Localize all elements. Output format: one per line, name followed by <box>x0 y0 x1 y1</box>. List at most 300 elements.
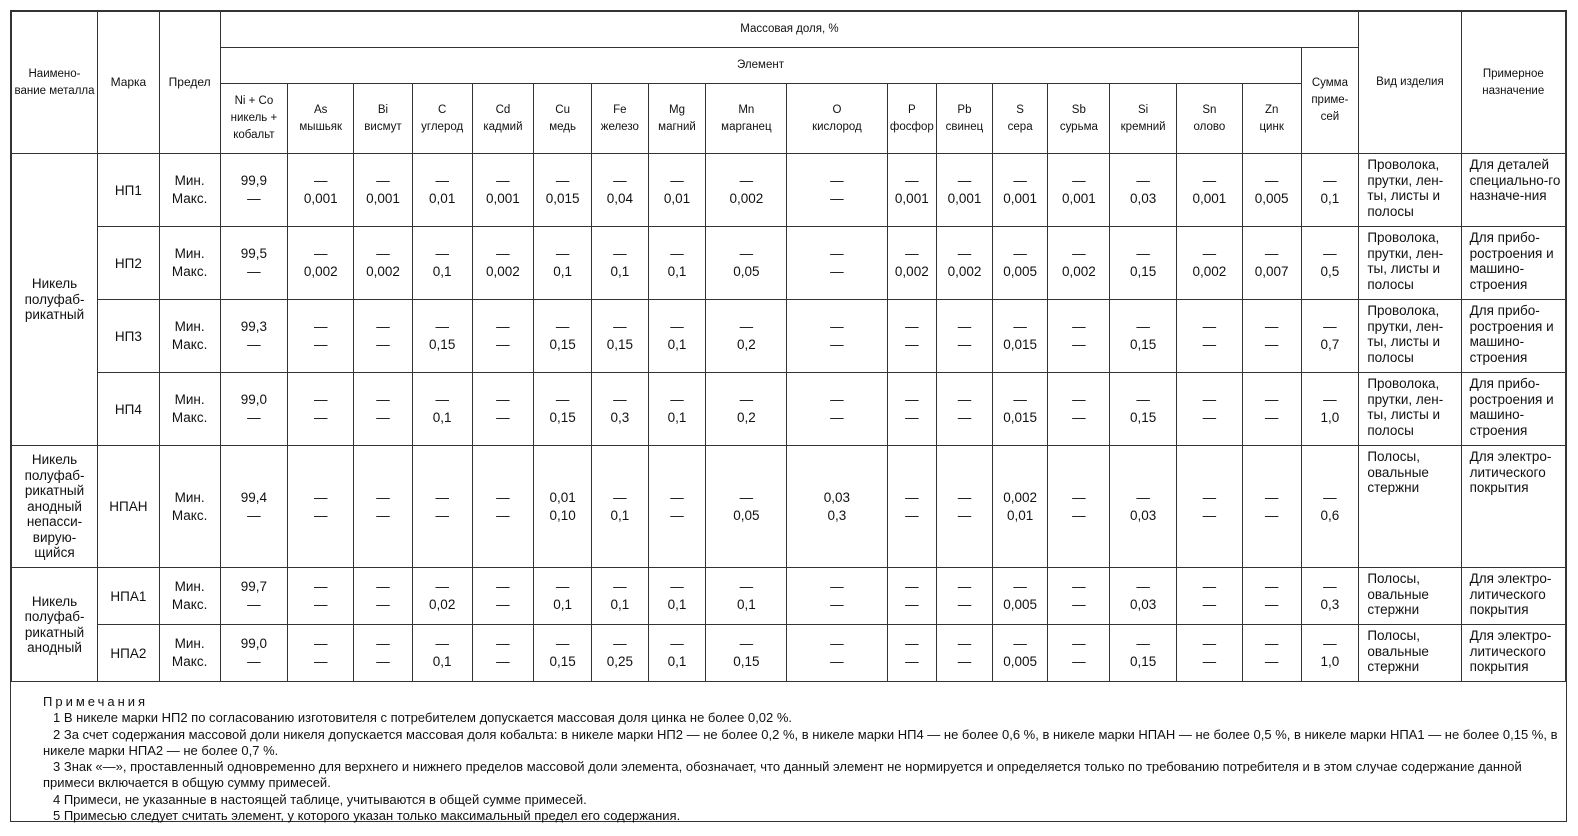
min-value: — <box>1202 579 1217 594</box>
max-value: — <box>1202 654 1217 669</box>
max-value: — <box>1202 410 1217 425</box>
max-value: — <box>496 597 510 612</box>
note-item: 3 Знак «—», проставленный одновременно для верхнего и нижнего пределов массовой доли элемента, обозначает, что данный элемент не нормируется и определяется только по требованию потребителя и в этом случае содержание данной примеси включается в общую сумму примесей. <box>43 759 1522 791</box>
element-value-cell <box>534 154 592 227</box>
max-value: — <box>376 507 390 523</box>
element-value-cell <box>534 625 592 682</box>
min-value: 99,5 <box>240 246 268 261</box>
max-value: 0,001 <box>486 191 520 206</box>
note-item: 2 За счет содержания массовой доли никеля допускается массовая доля кобальта: в никеле марки НП2 — не более 0,2 %, в никеле марки НП4 — не более 0,6 %, в никеле марки НПАН — не более 0,5 %, в никеле марки НПА1 — не более 0,15 %, в никеле марки НПА2 — не более 0,7 %. <box>43 726 1558 758</box>
element-value-cell <box>937 154 993 227</box>
max-value: — <box>830 597 844 612</box>
min-value: — <box>613 636 627 651</box>
max-value: 0,15 <box>549 337 576 352</box>
max-value: 0,15 <box>1129 337 1157 352</box>
max-value: 0,15 <box>549 654 576 669</box>
max-value: — <box>496 654 510 669</box>
element-value-cell <box>472 446 534 568</box>
min-value: — <box>613 392 627 407</box>
element-name: сурьма <box>1059 120 1098 133</box>
limit-min-label: Мин. <box>174 392 205 407</box>
min-value: 99,0 <box>240 392 268 407</box>
max-value: 0,3 <box>1320 597 1340 612</box>
max-value: — <box>313 337 328 352</box>
max-value: — <box>905 654 919 669</box>
note-item: 4 Примеси, не указанные в настоящей таблице, учитываются в общей сумме примесей. <box>53 791 587 807</box>
element-value-cell <box>648 373 706 446</box>
max-value: 0,015 <box>1003 337 1038 352</box>
header-grade: Марка <box>98 12 160 154</box>
min-value: — <box>613 319 627 334</box>
min-value: — <box>1072 319 1086 334</box>
element-value-cell <box>887 373 937 446</box>
element-value-cell <box>472 625 534 682</box>
purpose-cell: Для электро-литического покрытия <box>1461 625 1565 682</box>
min-value: — <box>555 579 570 594</box>
element-name: медь <box>549 120 577 133</box>
element-value-cell <box>288 300 354 373</box>
element-value-cell <box>992 373 1048 446</box>
max-value: — <box>1202 597 1217 612</box>
max-value: 0,03 <box>1129 507 1157 523</box>
element-name: никель + кобальт <box>230 112 278 141</box>
grade-cell: НПАН <box>98 446 160 568</box>
min-value: — <box>1072 246 1086 261</box>
min-value: — <box>435 489 449 505</box>
element-symbol: Ni + Co <box>234 95 274 107</box>
element-value-cell <box>354 568 413 625</box>
max-value: — <box>1264 410 1279 425</box>
max-value: 0,005 <box>1003 597 1038 612</box>
min-value: — <box>435 319 449 334</box>
max-value: — <box>1264 654 1279 669</box>
min-value: — <box>1013 173 1027 188</box>
min-value: 99,4 <box>240 489 268 505</box>
min-value: 99,9 <box>240 173 268 188</box>
max-value: — <box>313 507 328 523</box>
element-header <box>1048 84 1110 154</box>
min-value: — <box>739 246 754 261</box>
element-value-cell <box>648 154 706 227</box>
element-symbol: Cu <box>555 103 570 116</box>
header-element: Элемент <box>220 48 1301 84</box>
element-value-cell <box>787 227 887 300</box>
element-value-cell <box>591 446 648 568</box>
min-value: — <box>1136 173 1150 188</box>
max-value: 0,001 <box>894 191 929 206</box>
element-value-cell <box>220 227 288 300</box>
element-header <box>534 84 592 154</box>
max-value: 0,1 <box>667 654 687 669</box>
min-value: 0,01 <box>549 489 576 505</box>
min-value: — <box>1072 579 1086 594</box>
max-value: — <box>247 410 261 425</box>
impurity-sum-cell <box>1301 227 1359 300</box>
element-value-cell <box>992 300 1048 373</box>
grade-cell: НПА2 <box>98 625 160 682</box>
min-value: — <box>670 392 684 407</box>
element-value-cell <box>992 625 1048 682</box>
min-value: — <box>1202 246 1217 261</box>
max-value: 0,3 <box>610 410 630 425</box>
min-value: — <box>1072 173 1086 188</box>
impurity-sum-cell <box>1301 300 1359 373</box>
max-value: — <box>905 597 919 612</box>
element-value-cell <box>472 568 534 625</box>
element-name: свинец <box>945 120 984 133</box>
max-value: 0,005 <box>1003 654 1038 669</box>
max-value: — <box>496 337 510 352</box>
max-value: 0,7 <box>1320 337 1340 352</box>
min-value: — <box>905 319 919 334</box>
limit-min-label: Мин. <box>174 319 205 334</box>
element-value-cell <box>648 568 706 625</box>
element-header <box>591 84 648 154</box>
max-value: — <box>435 507 449 523</box>
table-row <box>12 227 1566 300</box>
element-value-cell <box>887 300 937 373</box>
element-header <box>288 84 354 154</box>
max-value: — <box>247 191 261 206</box>
element-value-cell <box>937 373 993 446</box>
element-symbol: Bi <box>377 103 389 116</box>
grade-cell: НП4 <box>98 373 160 446</box>
max-value: — <box>957 410 972 425</box>
element-value-cell <box>412 373 472 446</box>
min-value: — <box>376 489 390 505</box>
max-value: 0,1 <box>432 410 452 425</box>
min-value: — <box>1264 636 1279 651</box>
element-value-cell <box>534 373 592 446</box>
element-value-cell <box>992 568 1048 625</box>
min-value: — <box>1202 392 1217 407</box>
element-value-cell <box>412 625 472 682</box>
max-value: 0,15 <box>606 337 633 352</box>
min-value: — <box>1202 489 1217 505</box>
table-row <box>12 568 1566 625</box>
min-value: — <box>1323 246 1337 261</box>
metal-name: Никель полуфаб-рикатный анодный <box>12 568 98 682</box>
max-value: — <box>1072 337 1086 352</box>
element-value-cell <box>1110 154 1177 227</box>
min-value: — <box>313 173 328 188</box>
product-type-cell: Проволока, прутки, лен-ты, листы и полосы <box>1359 154 1461 227</box>
max-value: — <box>247 264 261 279</box>
product-type-cell: Проволока, прутки, лен-ты, листы и полосы <box>1359 373 1461 446</box>
min-value: — <box>376 319 390 334</box>
element-value-cell <box>706 625 787 682</box>
min-value: — <box>1013 246 1027 261</box>
element-symbol: S <box>1016 103 1024 116</box>
min-value: — <box>376 579 390 594</box>
element-value-cell <box>412 300 472 373</box>
element-name: висмут <box>364 120 402 133</box>
element-value-cell <box>220 154 288 227</box>
element-header <box>1110 84 1177 154</box>
element-value-cell <box>1110 625 1177 682</box>
element-value-cell <box>1048 568 1110 625</box>
element-value-cell <box>992 154 1048 227</box>
element-value-cell <box>288 373 354 446</box>
element-value-cell <box>534 300 592 373</box>
element-value-cell <box>992 446 1048 568</box>
element-value-cell <box>787 300 887 373</box>
element-value-cell <box>220 300 288 373</box>
max-value: 0,1 <box>610 264 630 279</box>
max-value: 0,01 <box>1006 507 1034 523</box>
element-header <box>1177 84 1243 154</box>
min-value: 99,3 <box>240 319 268 334</box>
element-name: магний <box>658 120 696 133</box>
table-row <box>12 625 1566 682</box>
max-value: 1,0 <box>1320 654 1340 669</box>
element-value-cell <box>1242 446 1301 568</box>
max-value: 0,1 <box>610 507 630 523</box>
min-value: — <box>830 392 844 407</box>
max-value: 0,002 <box>303 264 338 279</box>
max-value: — <box>1072 507 1086 523</box>
limit-cell <box>159 154 220 227</box>
element-value-cell <box>220 568 288 625</box>
min-value: — <box>1264 579 1279 594</box>
element-value-cell <box>1242 154 1301 227</box>
min-value: — <box>905 579 919 594</box>
element-name: железо <box>600 120 639 133</box>
element-name: кислород <box>812 120 862 133</box>
max-value: — <box>957 507 972 523</box>
max-value: — <box>957 654 972 669</box>
element-value-cell <box>220 446 288 568</box>
min-value: — <box>613 246 627 261</box>
min-value: — <box>613 173 627 188</box>
min-value: — <box>1072 489 1086 505</box>
max-value: 0,015 <box>1003 410 1038 425</box>
element-name: кремний <box>1120 120 1166 133</box>
min-value: — <box>496 636 510 651</box>
element-value-cell <box>1242 300 1301 373</box>
element-value-cell <box>591 625 648 682</box>
element-name: цинк <box>1259 120 1284 133</box>
limit-min-label: Мин. <box>174 246 205 261</box>
max-value: — <box>905 337 919 352</box>
element-symbol: Pb <box>957 103 972 116</box>
product-type-cell: Проволока, прутки, лен-ты, листы и полосы <box>1359 227 1461 300</box>
max-value: 0,15 <box>1129 410 1157 425</box>
limit-cell <box>159 568 220 625</box>
max-value: — <box>1264 597 1279 612</box>
max-value: 0,05 <box>733 507 760 523</box>
element-value-cell <box>1242 227 1301 300</box>
element-header <box>648 84 706 154</box>
max-value: 0,05 <box>733 264 760 279</box>
max-value: — <box>376 597 390 612</box>
element-value-cell <box>220 373 288 446</box>
min-value: — <box>1323 392 1337 407</box>
purpose-cell: Для деталей специально-го назначе-ния <box>1461 154 1565 227</box>
element-value-cell <box>1048 227 1110 300</box>
notes-title: Примечания <box>43 694 149 709</box>
max-value: 0,001 <box>1192 191 1227 206</box>
element-value-cell <box>1048 625 1110 682</box>
max-value: 0,15 <box>1129 264 1157 279</box>
impurity-sum-cell <box>1301 373 1359 446</box>
element-value-cell <box>1110 300 1177 373</box>
max-value: — <box>313 597 328 612</box>
limit-cell <box>159 300 220 373</box>
min-value: — <box>739 392 754 407</box>
element-value-cell <box>787 154 887 227</box>
min-value: — <box>905 246 919 261</box>
limit-max-label: Макс. <box>171 654 208 669</box>
standard-table-frame <box>10 10 1567 822</box>
header-limit: Предел <box>159 12 220 154</box>
max-value: — <box>496 410 510 425</box>
element-symbol: Zn <box>1264 103 1279 116</box>
max-value: 0,01 <box>663 191 691 206</box>
max-value: — <box>496 507 510 523</box>
min-value: — <box>1323 579 1337 594</box>
product-type-cell: Полосы, овальные стержни <box>1359 568 1461 625</box>
min-value: — <box>1013 636 1027 651</box>
grade-cell: НПА1 <box>98 568 160 625</box>
element-name: марганец <box>721 120 772 133</box>
max-value: 0,15 <box>429 337 456 352</box>
max-value: — <box>830 337 844 352</box>
min-value: — <box>613 489 627 505</box>
element-value-cell <box>1177 227 1243 300</box>
min-value: — <box>496 489 510 505</box>
max-value: — <box>957 597 972 612</box>
element-value-cell <box>220 625 288 682</box>
max-value: 0,1 <box>1320 191 1340 206</box>
element-value-cell <box>1048 154 1110 227</box>
element-value-cell <box>1177 300 1243 373</box>
max-value: 0,001 <box>303 191 338 206</box>
element-value-cell <box>1110 568 1177 625</box>
min-value: — <box>313 392 328 407</box>
element-value-cell <box>937 300 993 373</box>
min-value: — <box>496 246 510 261</box>
limit-cell <box>159 625 220 682</box>
element-value-cell <box>887 154 937 227</box>
max-value: — <box>1202 337 1217 352</box>
element-value-cell <box>288 625 354 682</box>
limit-min-label: Мин. <box>174 173 205 188</box>
element-header <box>1242 84 1301 154</box>
element-value-cell <box>354 446 413 568</box>
element-value-cell <box>787 625 887 682</box>
purpose-cell: Для прибо-ростроения и машино-строения <box>1461 227 1565 300</box>
min-value: 99,0 <box>240 636 268 651</box>
header-impurity-sum: Сумма приме-сей <box>1301 48 1359 154</box>
element-symbol: Mg <box>669 103 685 116</box>
element-value-cell <box>354 625 413 682</box>
min-value: — <box>739 579 754 594</box>
min-value: — <box>1202 173 1217 188</box>
max-value: — <box>1072 597 1086 612</box>
element-name: фосфор <box>889 120 934 133</box>
max-value: — <box>313 654 328 669</box>
max-value: 0,1 <box>432 654 452 669</box>
element-value-cell <box>787 446 887 568</box>
max-value: — <box>247 597 261 612</box>
element-name: углерод <box>421 120 464 133</box>
max-value: 0,001 <box>947 191 982 206</box>
element-value-cell <box>1110 373 1177 446</box>
max-value: — <box>247 654 261 669</box>
notes-section <box>11 686 1566 824</box>
max-value: 0,001 <box>1061 191 1096 206</box>
limit-cell <box>159 227 220 300</box>
min-value: — <box>496 579 510 594</box>
element-header <box>412 84 472 154</box>
element-value-cell <box>706 300 787 373</box>
max-value: — <box>830 191 844 206</box>
element-value-cell <box>472 227 534 300</box>
min-value: — <box>1013 579 1027 594</box>
min-value: — <box>830 246 844 261</box>
header-mass-fraction: Массовая доля, % <box>220 12 1359 48</box>
min-value: 0,03 <box>823 489 851 505</box>
element-value-cell <box>887 446 937 568</box>
element-value-cell <box>1177 568 1243 625</box>
min-value: — <box>435 636 449 651</box>
element-name: мышьяк <box>299 120 343 133</box>
product-type-cell: Проволока, прутки, лен-ты, листы и полосы <box>1359 300 1461 373</box>
impurity-sum-cell <box>1301 568 1359 625</box>
element-value-cell <box>1242 625 1301 682</box>
max-value: — <box>830 654 844 669</box>
element-value-cell <box>412 568 472 625</box>
element-value-cell <box>706 154 787 227</box>
note-item: 1 В никеле марки НП2 по согласованию изготовителя с потребителем допускается массовая доля цинка не более 0,02 %. <box>53 710 793 726</box>
min-value: — <box>739 319 754 334</box>
element-value-cell <box>787 568 887 625</box>
element-value-cell <box>288 446 354 568</box>
limit-max-label: Макс. <box>171 191 208 206</box>
limit-min-label: Мин. <box>174 489 205 505</box>
header-product-type: Вид изделия <box>1359 12 1461 154</box>
element-value-cell <box>706 227 787 300</box>
min-value: — <box>435 173 449 188</box>
min-value: — <box>905 173 919 188</box>
min-value: — <box>376 392 390 407</box>
max-value: — <box>376 337 390 352</box>
min-value: — <box>1136 579 1150 594</box>
max-value: — <box>1264 507 1279 523</box>
max-value: 0,1 <box>553 264 573 279</box>
max-value: 0,002 <box>366 264 400 279</box>
min-value: — <box>1323 173 1337 188</box>
min-value: — <box>555 319 570 334</box>
element-value-cell <box>412 446 472 568</box>
max-value: 0,01 <box>429 191 456 206</box>
min-value: — <box>376 173 390 188</box>
max-value: 0,015 <box>545 191 580 206</box>
element-value-cell <box>591 154 648 227</box>
element-value-cell <box>534 568 592 625</box>
table-row <box>12 300 1566 373</box>
element-value-cell <box>648 300 706 373</box>
element-header <box>992 84 1048 154</box>
min-value: — <box>313 319 328 334</box>
max-value: — <box>670 507 684 523</box>
max-value: — <box>376 654 390 669</box>
element-value-cell <box>1048 300 1110 373</box>
element-value-cell <box>992 227 1048 300</box>
element-value-cell <box>937 568 993 625</box>
min-value: — <box>957 319 972 334</box>
